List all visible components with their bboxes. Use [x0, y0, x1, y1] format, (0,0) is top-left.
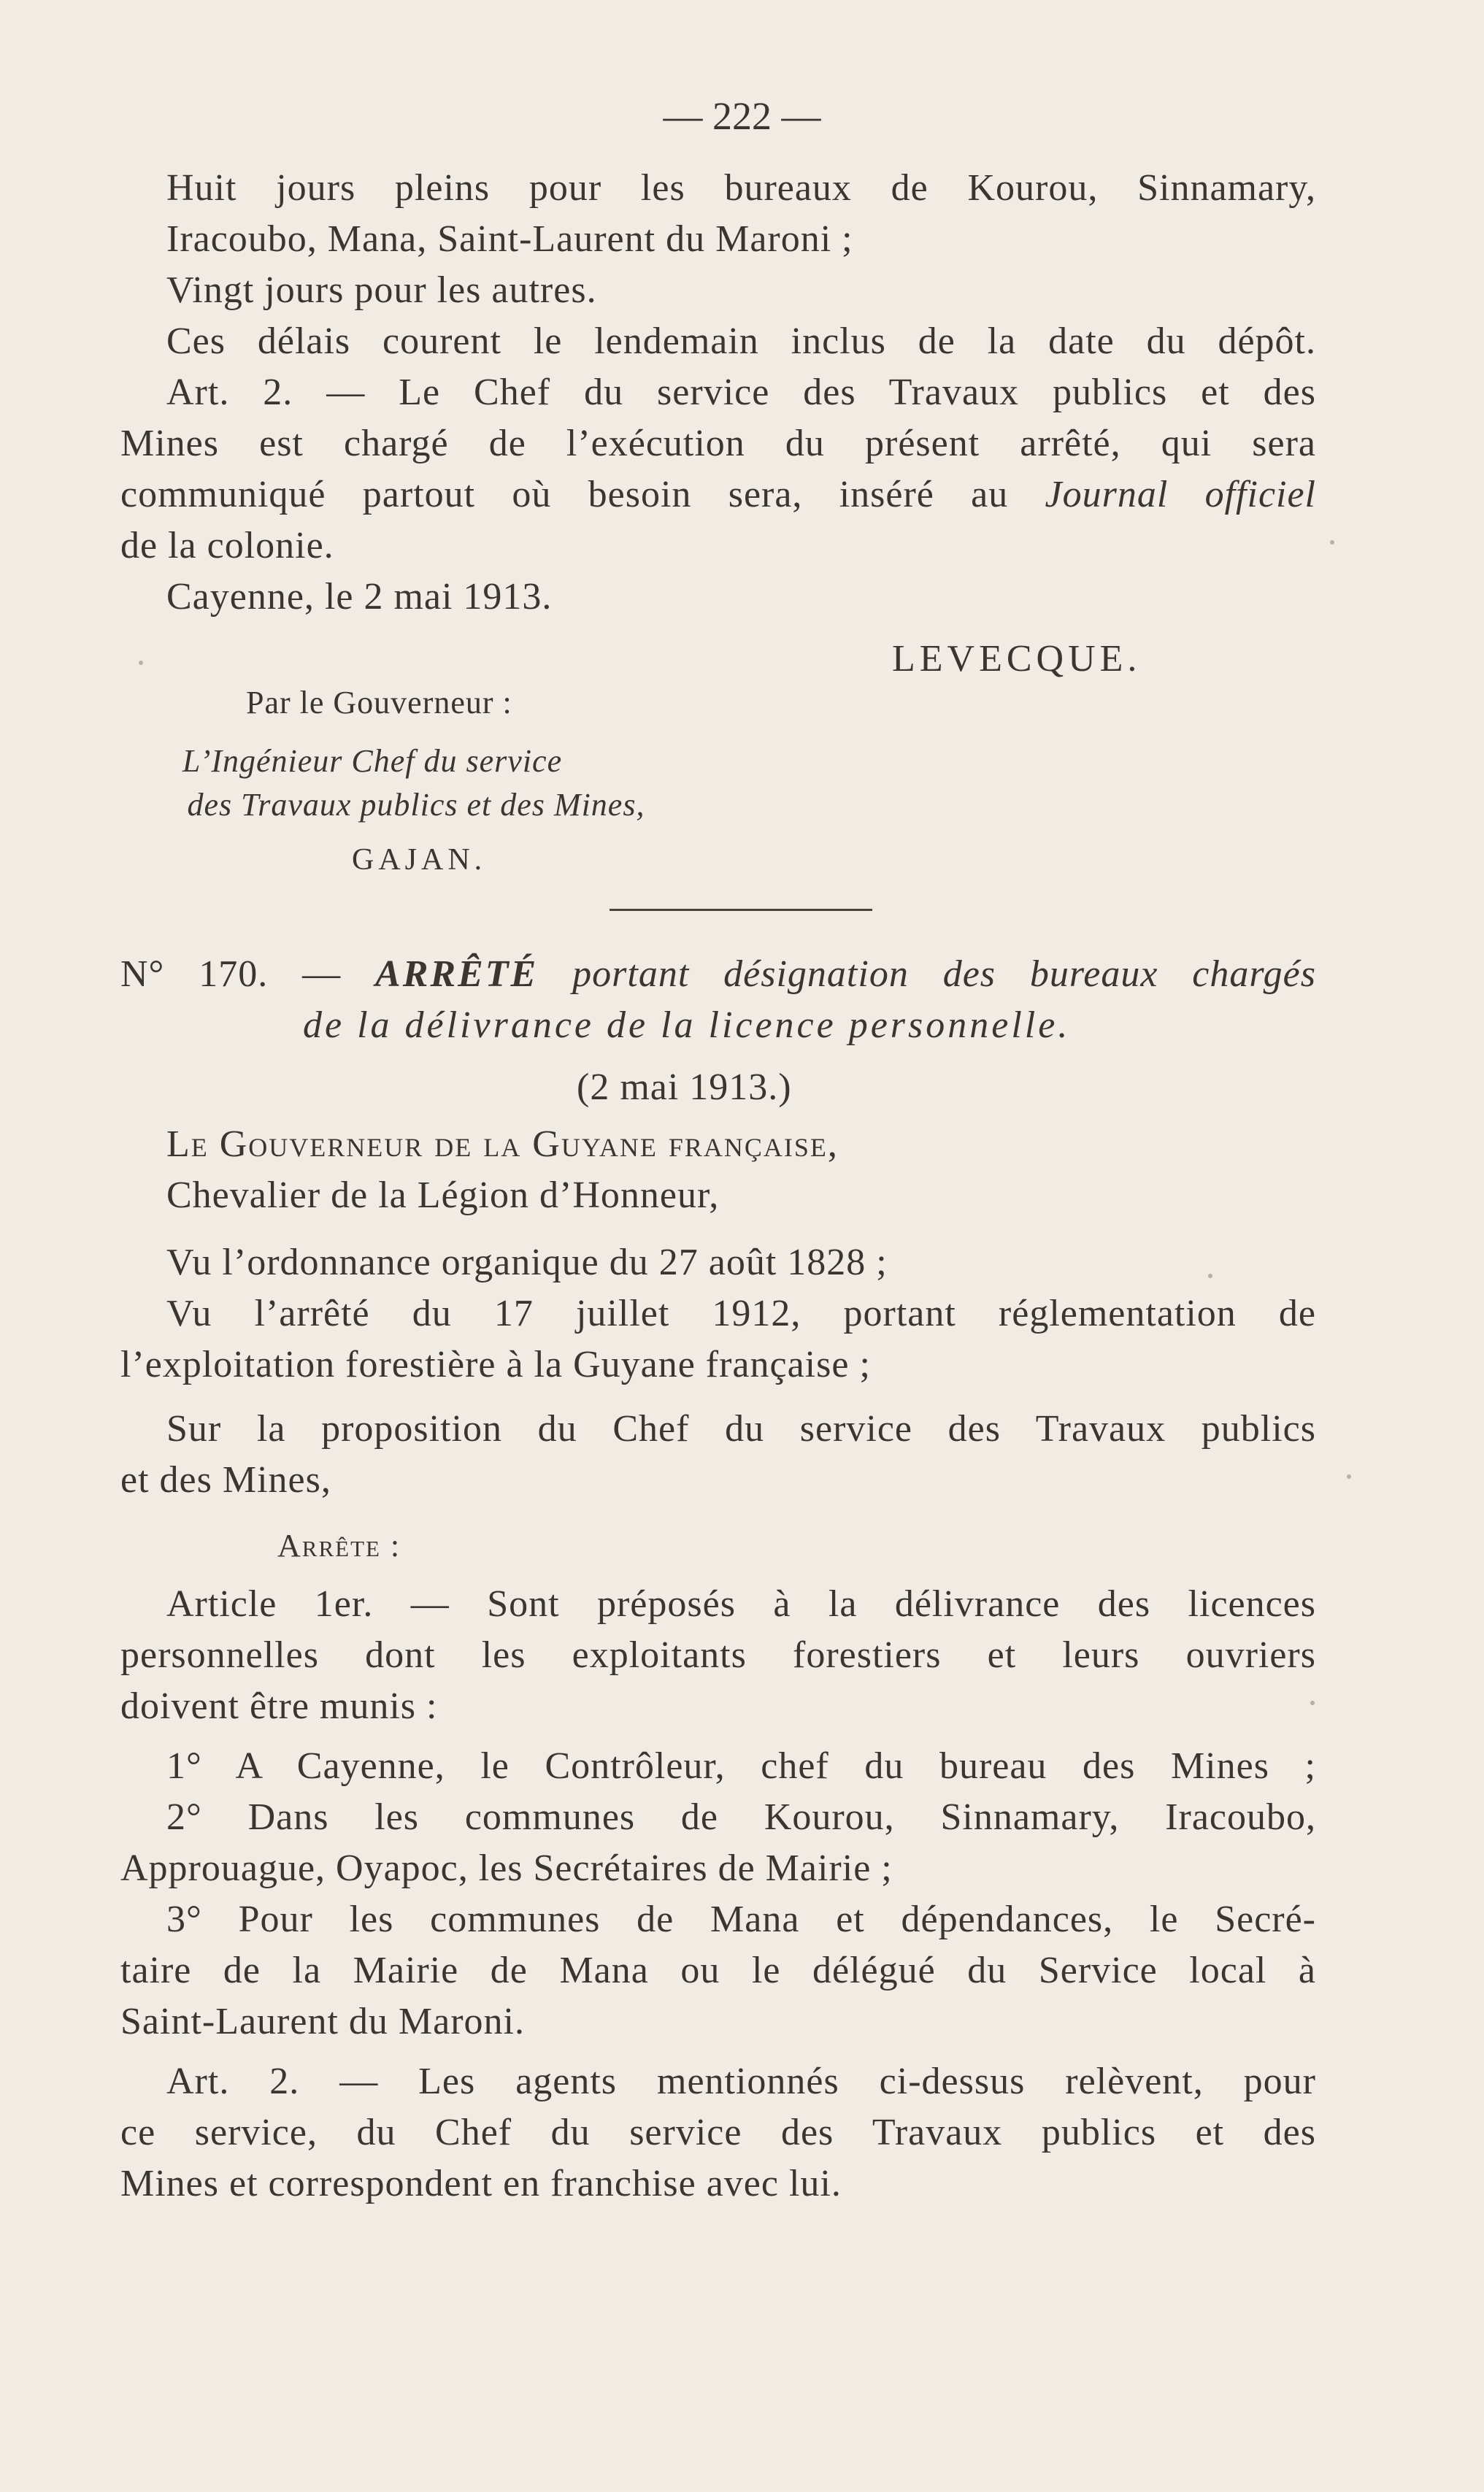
text-line: taire de la Mairie de Mana ou le délégué du Service local à: [120, 1950, 1316, 1991]
text-line: 3° Pour les communes de Mana et dépendances, le Secré-: [166, 1899, 1316, 1940]
engineer-name: GAJAN.: [352, 843, 487, 877]
text-line: Ces délais courent le lendemain inclus de la date du dépôt.: [166, 320, 1316, 362]
par-le-gouverneur: Par le Gouverneur :: [246, 685, 512, 720]
text-line: Art. 2. — Les agents mentionnés ci-dessus relèvent, pour: [166, 2061, 1316, 2102]
journal-title: Journal officiel: [1045, 474, 1316, 515]
text-line: Article 1er. — Sont préposés à la délivrance des licences: [166, 1583, 1316, 1625]
text-line: Huit jours pleins pour les bureaux de Kourou, Sinnamary,: [166, 167, 1316, 209]
text-line: Sur la proposition du Chef du service des Travaux publics: [166, 1408, 1316, 1450]
text-line: 2° Dans les communes de Kourou, Sinnamary, Iracoubo,: [166, 1796, 1316, 1838]
text-line: 1° A Cayenne, le Contrôleur, chef du bureau des Mines ;: [166, 1745, 1316, 1787]
signature: LEVECQUE.: [892, 638, 1142, 680]
text-line: Mines est chargé de l’exécution du présent arrêté, qui sera: [120, 423, 1316, 464]
text-line: Vingt jours pour les autres.: [166, 269, 597, 311]
engineer-title-line-1: L’Ingénieur Chef du service: [182, 743, 563, 779]
text-line: Approuague, Oyapoc, les Secrétaires de Mairie ;: [120, 1847, 893, 1889]
text-line: Saint-Laurent du Maroni.: [120, 2001, 525, 2042]
text-line: l’exploitation forestière à la Guyane française ;: [120, 1344, 871, 1385]
page-number: — 222 —: [663, 94, 821, 138]
text-line: Le Gouverneur de la Guyane française,: [166, 1123, 839, 1165]
decree-title-rest: portant désignation des bureaux chargés: [538, 953, 1316, 995]
text-line: Iracoubo, Mana, Saint-Laurent du Maroni ;: [166, 218, 853, 260]
text-line: Chevalier de la Légion d’Honneur,: [166, 1174, 720, 1216]
engineer-title-line-2: des Travaux publics et des Mines,: [187, 787, 645, 823]
text-line: Art. 2. — Le Chef du service des Travaux publics et des: [166, 372, 1316, 413]
text-line: [120, 473, 1316, 517]
decree-heading: [120, 953, 1316, 996]
text-line: Mines et correspondent en franchise avec lui.: [120, 2163, 842, 2204]
text-fragment: communiqué partout où besoin sera, inséré au: [120, 474, 1045, 515]
text-line: Vu l’ordonnance organique du 27 août 1828 ;: [166, 1242, 888, 1283]
decree-dash: —: [268, 953, 376, 995]
text-line: doivent être munis :: [120, 1685, 438, 1727]
arrete-heading: Arrête :: [277, 1528, 401, 1564]
text-line: personnelles dont les exploitants forestiers et leurs ouvriers: [120, 1634, 1316, 1676]
decree-title-word: ARRÊTÉ: [375, 953, 539, 995]
decree-title-line-2: de la délivrance de la licence personnelle.: [303, 1004, 1071, 1046]
text-line: ce service, du Chef du service des Travaux publics et des: [120, 2112, 1316, 2153]
text-line: et des Mines,: [120, 1459, 331, 1501]
decree-date: (2 mai 1913.): [577, 1066, 792, 1108]
text-line: Vu l’arrêté du 17 juillet 1912, portant réglementation de: [166, 1293, 1316, 1334]
place-date: Cayenne, le 2 mai 1913.: [166, 576, 553, 618]
decree-number: N° 170.: [120, 953, 269, 995]
section-divider: [610, 909, 872, 911]
text-line: de la colonie.: [120, 525, 334, 566]
